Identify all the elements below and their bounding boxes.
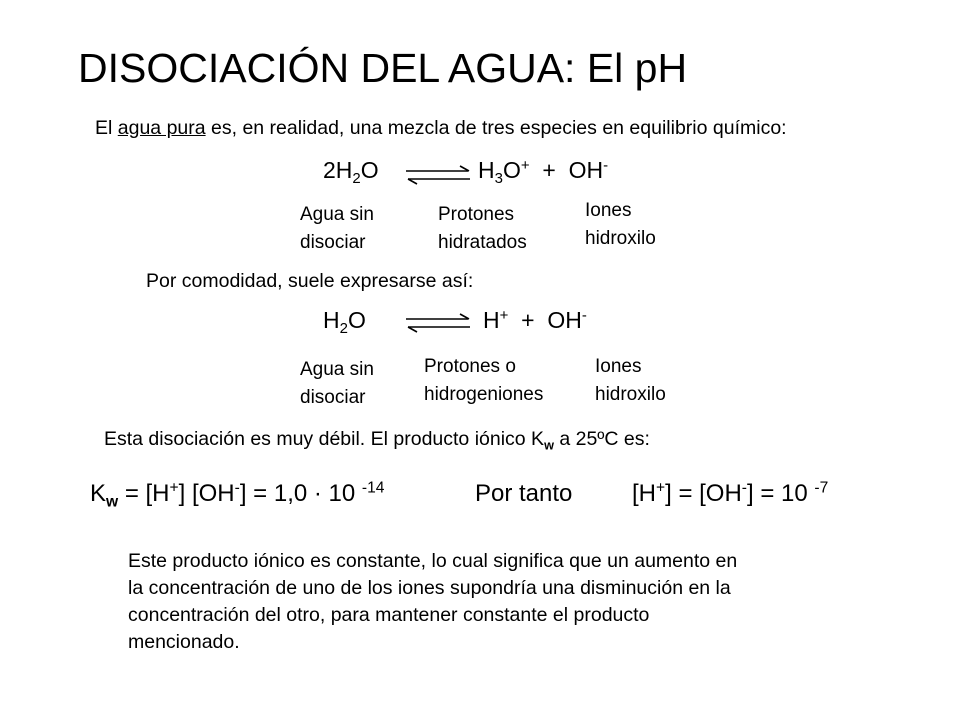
intro-underlined: agua pura bbox=[117, 117, 206, 139]
paragraph-line: Este producto iónico es constante, lo cual significa que un aumento en bbox=[128, 550, 738, 572]
eq2-label-hydroxyl: Iones hidroxilo bbox=[595, 356, 666, 405]
paragraph-line: la concentración de uno de los iones supondría una disminución en la bbox=[128, 577, 731, 599]
explanation-paragraph bbox=[128, 548, 737, 656]
eq2-label-water: Agua sin disociar bbox=[300, 359, 374, 408]
result-equation: [H+] = [OH-] = 10 $^{-7}$ bbox=[632, 479, 829, 507]
paragraph-line: mencionado. bbox=[128, 631, 240, 653]
eq1-reactant: $2H_2O$ bbox=[323, 157, 379, 188]
equilibrium-arrows-icon bbox=[404, 164, 472, 186]
eq1-label-hydroxyl: Iones hidroxilo bbox=[585, 200, 656, 249]
intro-pre: El bbox=[95, 117, 118, 139]
eq2-products: H+ + OH- bbox=[483, 306, 587, 333]
eq1-label-protons: Protones hidratados bbox=[438, 204, 527, 253]
eq2-label-protons: Protones o hidrogeniones bbox=[424, 356, 544, 405]
eq1-label-water: Agua sin disociar bbox=[300, 204, 374, 253]
intro-sentence bbox=[95, 117, 787, 140]
intro-post: es, en realidad, una mezcla de tres especies en equilibrio químico: bbox=[205, 117, 787, 139]
equilibrium-arrows-icon bbox=[404, 312, 472, 334]
page-title: DISOCIACIÓN DEL AGUA: El pH bbox=[78, 45, 688, 91]
por-tanto: Por tanto bbox=[475, 480, 573, 507]
eq1-products: $H_3O^+ + OH^-$ bbox=[478, 156, 609, 188]
eq2-reactant: $H_2O$ bbox=[323, 307, 366, 338]
comodidad-text: Por comodidad, suele expresarse así: bbox=[146, 270, 474, 292]
kw-sentence: Esta disociación es muy débil. El producto iónico $K_w$ a 25ºC es: bbox=[104, 428, 650, 453]
paragraph-line: concentración del otro, para mantener constante el producto bbox=[128, 604, 650, 626]
kw-equation: $K_w = [H^+] [OH^-] = 1,0 \cdot 10$ $^{-14}$ bbox=[90, 479, 385, 511]
